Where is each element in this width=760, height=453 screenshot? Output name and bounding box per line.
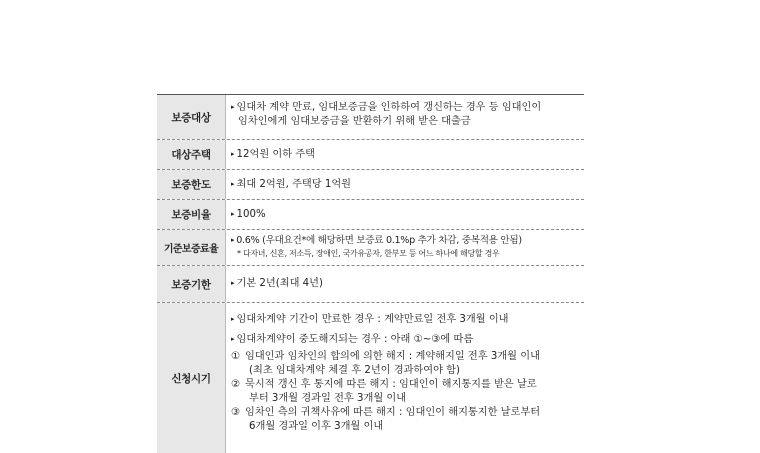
bullet-icon: ▸ <box>231 236 235 244</box>
sub-item: ③ 임차인 측의 귀책사유에 따른 해지 : 임대인이 해지통지한 날로부터 6개월 경과일 이후 3개월 이내 <box>231 407 541 432</box>
bullet-icon: ▸ <box>231 149 235 158</box>
row-content: ▸ 최대 2억원, 주택당 1억원 <box>231 178 352 190</box>
row-guarantee-ratio <box>157 200 584 230</box>
row-content: ▸ 기본 2년(최대 4년) <box>231 278 323 289</box>
row-content: ▸ 12억원 이하 주택 <box>231 148 316 160</box>
row-base-fee-rate <box>157 230 584 266</box>
footnote: * 다자녀, 신혼, 저소득, 장애인, 국가유공자, 한부모 등 어느 하나에 해당할 경우 <box>237 249 500 258</box>
row-label: 보증대상 <box>157 95 226 139</box>
bullet-icon: ▸ <box>231 103 235 111</box>
row-content: ▸ 0.6% (우대요건*에 해당하면 보증료 0.1%p 추가 차감, 중복적용 안됨) * 다자녀, 신혼, 저소득, 장애인, 국가유공자, 한부모 등 어느 하나에 해당할 경우 <box>226 230 584 265</box>
row-guarantee-limit <box>157 170 584 200</box>
row-target-house <box>157 140 584 170</box>
bullet-icon: ▸ <box>231 279 235 287</box>
bullet-icon: ▸ <box>231 335 235 343</box>
bullet-icon: ▸ <box>231 209 235 218</box>
sub-item: ② 묵시적 갱신 후 통지에 따른 해지 : 임대인이 해지통지를 받은 날로 부터 3개월 경과일 전후 3개월 이내 <box>231 379 537 404</box>
row-label: 보증비율 <box>157 200 226 229</box>
guarantee-info-table <box>157 94 584 453</box>
bullet-icon: ▸ <box>231 315 235 323</box>
row-content: ▸ 임대차계약 기간이 만료한 경우 : 계약만료일 전후 3개월 이내 ▸ 임대차계약이 중도해지되는 경우 : 아래 ①~③에 따름 ① 임대인과 임차인의 합의에 의한 해지 : 계약해지일 전후 3개월 이내 (최초 임대차계약 체결 후 2년이 경과하여야 함) ② 묵시적 갱신 후 통지에 따른 해지 : 임대인이 해지통지를 받은 날로 부터 3개월 경과일 전후 3개월 이내 ③ 임차인 측의 귀책사유에 따른 해지 : 임대인이 해지통지한 날로부터 6개월 경과일 이후 3개월 이내 <box>226 303 584 453</box>
row-guarantee-period <box>157 266 584 303</box>
row-guarantee-target <box>157 95 584 140</box>
row-application-timing <box>157 303 584 453</box>
row-content: ▸ 100% <box>231 208 266 220</box>
row-label: 보증한도 <box>157 170 226 199</box>
row-content: ▸ 임대차 계약 만료, 임대보증금을 인하하여 갱신하는 경우 등 임대인이 임차인에게 임대보증금을 반환하기 위해 받은 대출금 <box>231 102 542 127</box>
row-label: 기준보증료율 <box>157 230 226 265</box>
row-label: 신청시기 <box>157 303 226 453</box>
row-label: 대상주택 <box>157 140 226 169</box>
row-label: 보증기한 <box>157 266 226 302</box>
bullet-icon: ▸ <box>231 179 235 188</box>
sub-item: ① 임대인과 임차인의 합의에 의한 해지 : 계약해지일 전후 3개월 이내 (최초 임대차계약 체결 후 2년이 경과하여야 함) <box>231 351 540 376</box>
